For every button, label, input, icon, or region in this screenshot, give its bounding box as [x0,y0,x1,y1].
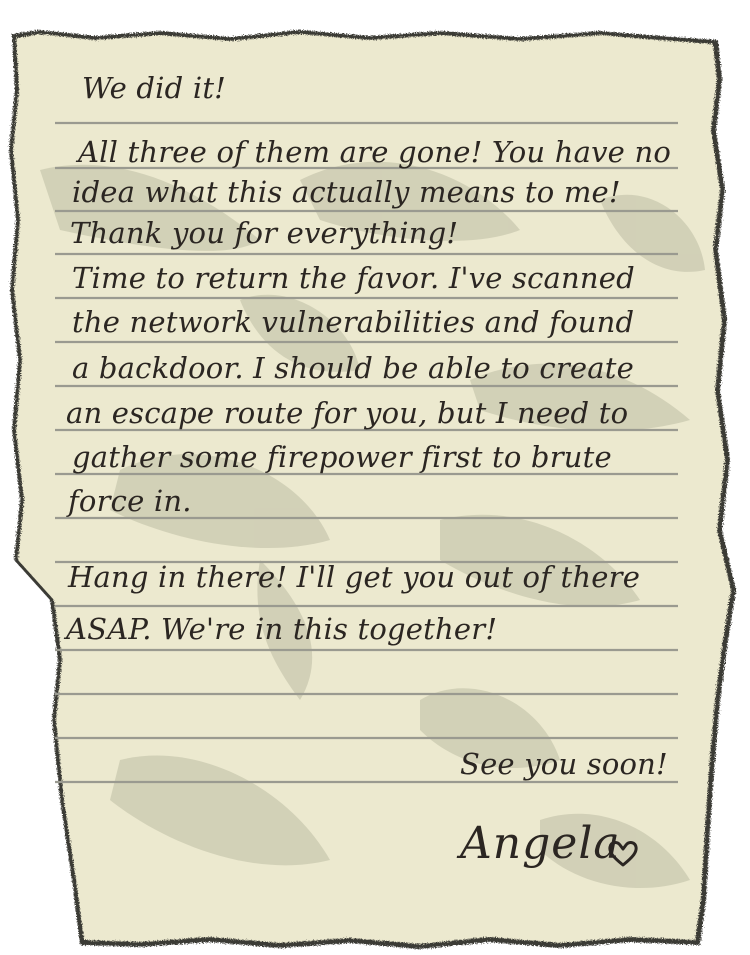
letter-line: idea what this actually means to me! [72,175,621,209]
letter-line: Time to return the favor. I've scanned [72,261,635,295]
letter-sign-off: See you soon! [460,747,668,781]
letter-line: All three of them are gone! You have no [78,135,671,169]
letter-line: force in. [68,484,192,518]
letter-line: a backdoor. I should be able to create [72,351,634,385]
letter-line: ASAP. We're in this together! [66,612,498,646]
letter-line: gather some firepower first to brute [72,440,612,474]
letter-greeting: We did it! [82,71,227,105]
heart-icon [607,838,639,868]
letter-line: Thank you for everything! [70,216,459,250]
letter-line: an escape route for you, but I need to [66,396,629,430]
letter-signature: Angela [460,818,621,869]
letter-line: the network vulnerabilities and found [72,305,635,339]
letter-line: Hang in there! I'll get you out of there [68,560,641,594]
